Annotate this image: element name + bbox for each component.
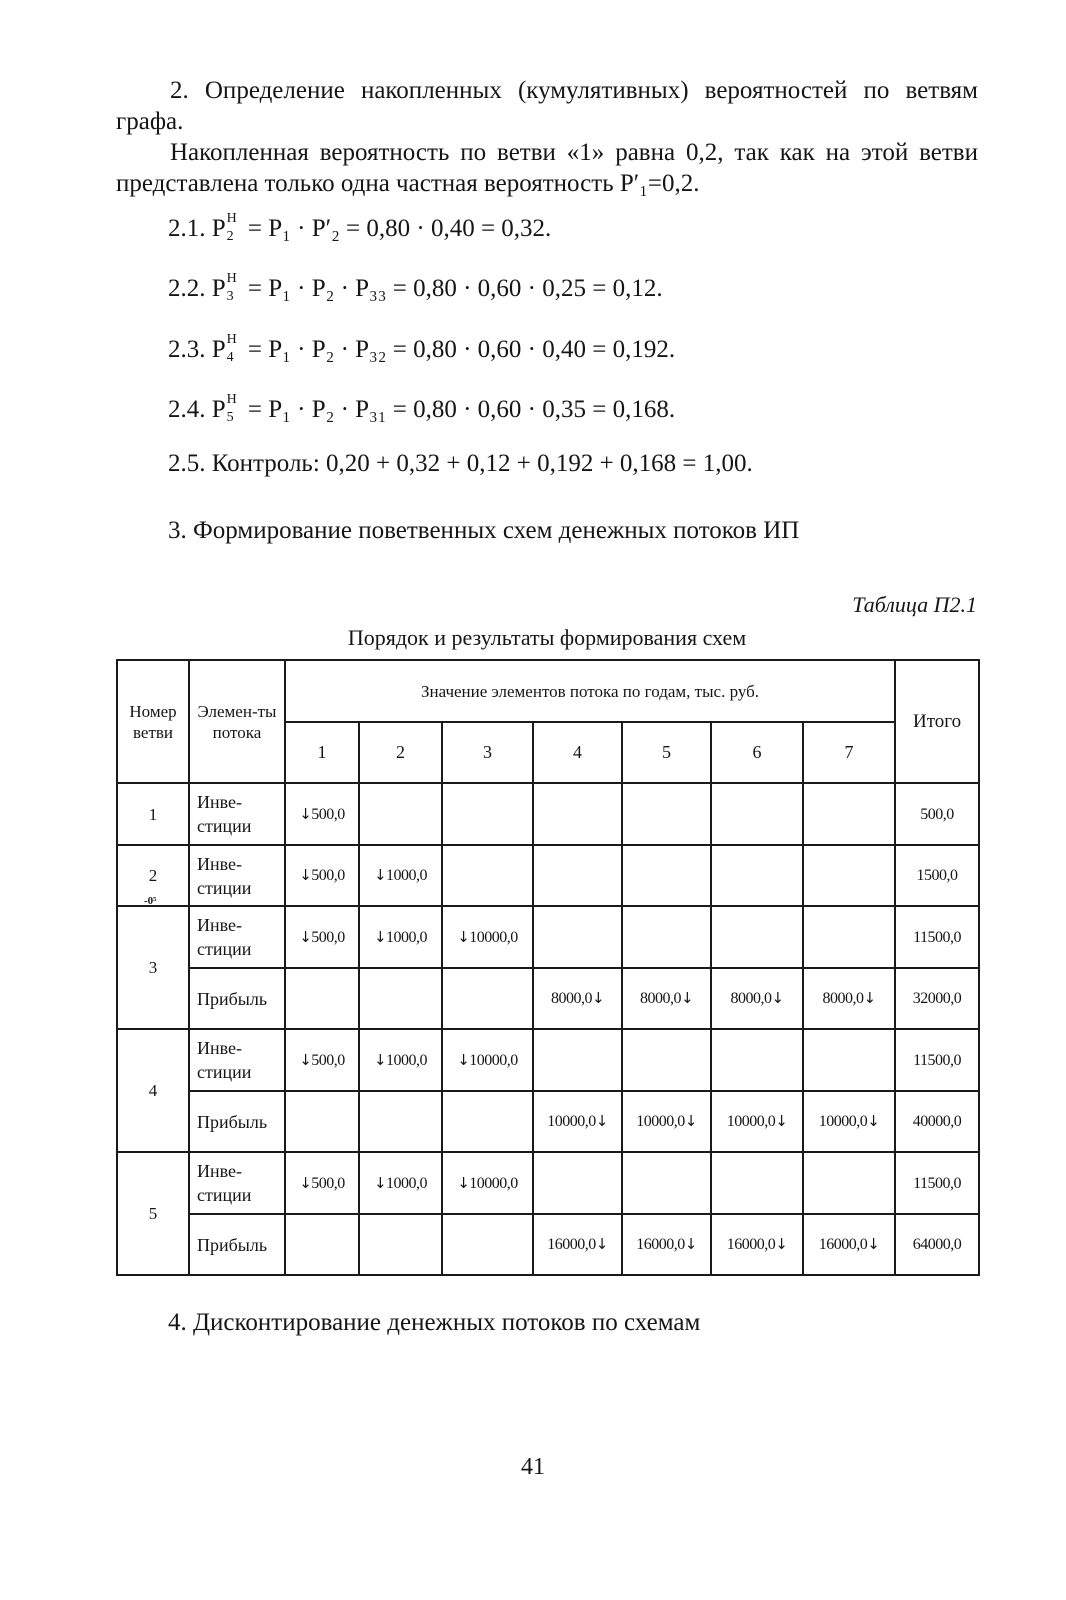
down-arrow-icon: ↓ [299, 866, 312, 884]
table-row [117, 968, 979, 1029]
value-cell: ↓10000,0 [442, 906, 533, 968]
value-cell: 10000,0↓ [622, 1091, 711, 1152]
branch-number: 4 [117, 1029, 189, 1152]
formula-2-4: 2.4. P Н 5 = P₁ · P₂ · P₃₁ = 0,80 · 0,60 · 0,35 = 0,168. [168, 392, 676, 425]
value-cell: ↓500,0 [285, 845, 359, 906]
down-arrow-icon: ↓ [775, 1112, 788, 1130]
down-arrow-icon: ↓ [680, 989, 694, 1007]
value-cell: ↓10000,0 [442, 1152, 533, 1214]
table-row [117, 1091, 979, 1152]
down-arrow-icon: ↓ [373, 1173, 387, 1192]
total-cell: 1500,0 [895, 845, 979, 906]
down-arrow-icon: ↓ [775, 1235, 788, 1253]
down-arrow-icon: ↓ [457, 927, 470, 946]
header-year-2: 2 [359, 722, 442, 783]
formula-2-3: 2.3. P Н 4 = P₁ · P₂ · P₃₂ = 0,80 · 0,60 · 0,40 = 0,192. [168, 332, 676, 365]
branch-number: 5 [117, 1152, 189, 1275]
table-row [117, 1214, 979, 1275]
header-year-6: 6 [711, 722, 803, 783]
down-arrow-icon: ↓ [299, 927, 312, 946]
value-cell: 16000,0↓ [711, 1214, 803, 1275]
header-elements: Элемен-ты потока [189, 660, 285, 783]
control-check: 2.5. Контроль: 0,20 + 0,32 + 0,12 + 0,192 + 0,168 = 1,00. [168, 450, 753, 477]
down-arrow-icon: ↓ [595, 1235, 608, 1253]
value-cell: 10000,0↓ [711, 1091, 803, 1152]
down-arrow-icon: ↓ [867, 1235, 880, 1253]
value-cell: ↓10000,0 [442, 1029, 533, 1091]
total-cell: 500,0 [895, 783, 979, 845]
scan-artifact: -0⁵ [144, 895, 157, 907]
value-cell: ↓500,0 [285, 906, 359, 968]
total-cell: 40000,0 [895, 1091, 979, 1152]
down-arrow-icon: ↓ [373, 866, 387, 884]
down-arrow-icon: ↓ [771, 989, 784, 1007]
value-cell: 8000,0↓ [622, 968, 711, 1029]
header-year-5: 5 [622, 722, 711, 783]
table-row [117, 906, 979, 968]
down-arrow-icon: ↓ [299, 1050, 312, 1069]
header-year-1: 1 [285, 722, 359, 783]
value-cell: 8000,0↓ [711, 968, 803, 1029]
table-row [117, 1152, 979, 1214]
header-branch: Номер ветви [117, 660, 189, 783]
down-arrow-icon: ↓ [457, 1173, 470, 1192]
down-arrow-icon: ↓ [684, 1112, 697, 1130]
down-arrow-icon: ↓ [863, 989, 876, 1007]
down-arrow-icon: ↓ [299, 804, 312, 823]
branch-number: 3 [117, 906, 189, 1029]
header-year-4: 4 [533, 722, 622, 783]
element-label: Прибыль [189, 968, 285, 1029]
value-cell: ↓1000,0 [359, 1029, 442, 1091]
value-cell: ↓500,0 [285, 1029, 359, 1091]
down-arrow-icon: ↓ [457, 1050, 470, 1069]
down-arrow-icon: ↓ [595, 1112, 608, 1130]
table-row [117, 845, 979, 906]
total-cell: 32000,0 [895, 968, 979, 1029]
header-year-7: 7 [803, 722, 895, 783]
element-label: Инве-стиции [189, 783, 285, 845]
header-year-3: 3 [442, 722, 533, 783]
element-label: Прибыль [189, 1214, 285, 1275]
value-cell: ↓1000,0 [359, 906, 442, 968]
down-arrow-icon: ↓ [684, 1235, 697, 1253]
element-label: Прибыль [189, 1091, 285, 1152]
formula-2-2: 2.2. P Н 3 = P₁ · P₂ · P₃₃ = 0,80 · 0,60 · 0,25 = 0,12. [168, 271, 663, 304]
element-label: Инве-стиции [189, 1152, 285, 1214]
down-arrow-icon: ↓ [591, 989, 605, 1007]
paragraph-line-3: Накопленная вероятность по ветви «1» равна 0,2, так как на этой ветви [170, 139, 978, 166]
section-4-heading: 4. Дисконтирование денежных потоков по схемам [168, 1309, 701, 1336]
header-values: Значение элементов потока по годам, тыс. руб. [285, 660, 895, 722]
table-label: Таблица П2.1 [852, 592, 977, 617]
value-cell: 16000,0↓ [803, 1214, 895, 1275]
value-cell: 16000,0↓ [533, 1214, 622, 1275]
total-cell: 11500,0 [895, 906, 979, 968]
header-total: Итого [895, 660, 979, 783]
value-cell: ↓1000,0 [359, 1152, 442, 1214]
total-cell: 11500,0 [895, 1029, 979, 1091]
total-cell: 11500,0 [895, 1152, 979, 1214]
value-cell: 8000,0↓ [803, 968, 895, 1029]
down-arrow-icon: ↓ [373, 927, 387, 946]
flow-schemes-table [116, 659, 980, 1276]
value-cell: ↓500,0 [285, 1152, 359, 1214]
table-row [117, 1029, 979, 1091]
table-title: Порядок и результаты формирования схем [347, 625, 747, 650]
section-3-heading: 3. Формирование поветвенных схем денежных потоков ИП [168, 517, 800, 544]
down-arrow-icon: ↓ [299, 1173, 312, 1192]
table-row [117, 783, 979, 845]
value-cell: 10000,0↓ [803, 1091, 895, 1152]
element-label: Инве-стиции [189, 906, 285, 968]
paragraph-line-1: 2. Определение накопленных (кумулятивных) вероятностей по ветвям [170, 77, 978, 104]
value-cell: ↓500,0 [285, 783, 359, 845]
element-label: Инве-стиции [189, 1029, 285, 1091]
value-cell: ↓1000,0 [359, 845, 442, 906]
value-cell: 16000,0↓ [622, 1214, 711, 1275]
paragraph-line-2: графа. [116, 108, 184, 135]
formula-2-1: 2.1. P Н 2 = P₁ · P′₂ = 0,80 · 0,40 = 0,32. [168, 211, 552, 244]
value-cell: 8000,0↓ [533, 968, 622, 1029]
element-label: Инве-стиции [189, 845, 285, 906]
paragraph-line-4: представлена только одна частная вероятность P′₁=0,2. [116, 170, 700, 197]
value-cell: 10000,0↓ [533, 1091, 622, 1152]
down-arrow-icon: ↓ [373, 1050, 387, 1069]
page-number: 41 [521, 1454, 545, 1480]
branch-number: 2 [117, 845, 189, 906]
down-arrow-icon: ↓ [867, 1112, 880, 1130]
branch-number: 1 [117, 783, 189, 845]
total-cell: 64000,0 [895, 1214, 979, 1275]
